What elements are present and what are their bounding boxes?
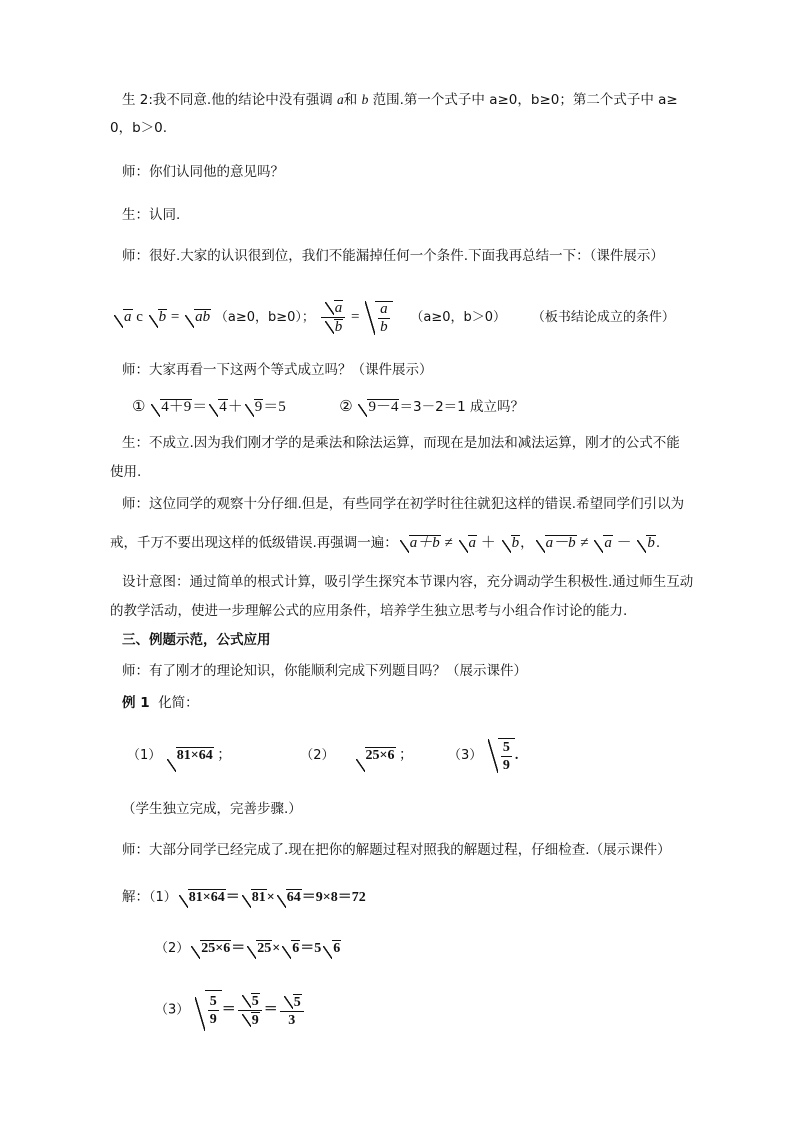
teacher-summary: 师：很好.大家的认识很到位，我们不能漏掉任何一个条件.下面我再总结一下：（课件展示） [122, 248, 664, 264]
design-intent-line2: 的教学活动，使进一步理解公式的应用条件，培养学生独立思考与小组合作讨论的能力. [110, 603, 628, 619]
teacher-remark-line1: 师：这位同学的观察十分仔细.但是，有些同学在初学时往往就犯这样的错误.希望同学们引以为 [122, 496, 685, 512]
student-reply-line2: 使用. [110, 464, 142, 480]
solution-3: （3） $\frac{5}{9}$ ＝ $\frac{5}{9}$ ＝ $\frac{5}{3}$ [155, 990, 306, 1031]
paragraph-student2-cont: 0，b＞0. [110, 120, 168, 136]
radical-fraction: $\frac{a}{b}$ [365, 301, 393, 335]
exercise-items: （1） 81×64 ； （2） 25×6 ； （3） $\frac{5}{9}$ . [127, 739, 519, 773]
teacher-remark-line2: 戒，千万不要出现这样的低级错误.再强调一遍： a＋b ≠ a ＋ b， a－b ≠ a － b. [110, 532, 660, 554]
student-reply-line1: 生：不成立.因为我们刚才学的是乘法和除法运算，而现在是加法和减法运算，刚才的公式不能 [122, 435, 680, 451]
radical: b [149, 305, 168, 329]
fraction: $\frac{a}{b}$ [321, 300, 346, 335]
student-answer: 生：认同. [122, 207, 181, 223]
formula-product-quotient: a c b = ab （a≥0，b≥0）； $\frac{a}{b}$ = $\frac{a}{b}$ （a≥0，b＞0） （板书结论成立的条件） [112, 300, 675, 335]
equality-check: ① 4＋9＝ 4＋ 9＝5 ② 9－4＝3－2＝1 成立吗？ [132, 396, 524, 418]
teacher-prompt: 师：大家再看一下这两个等式成立吗？（课件展示） [122, 362, 433, 378]
teacher-question: 师：你们认同他的意见吗？ [122, 164, 284, 180]
radical: ab [185, 305, 211, 329]
design-intent-line1: 设计意图：通过简单的根式计算，吸引学生探究本节课内容，充分调动学生积极性.通过师生互动 [122, 574, 694, 590]
teacher-check: 师：大部分同学已经完成了.现在把你的解题过程对照我的解题过程，仔细检查.（展示课件） [122, 842, 671, 858]
section-heading: 三、例题示范，公式应用 [122, 632, 271, 648]
solution-1: 解：（1） 81×64＝ 81× 64＝9×8＝72 [122, 886, 366, 909]
paragraph-student2: 生 2:我不同意.他的结论中没有强调 a和 b 范围.第一个式子中 a≥0，b≥0；第二个式子中 a≥ [122, 92, 678, 108]
student-instruction: （学生独立完成，完善步骤.） [122, 801, 302, 817]
solution-2: （2） 25×6＝ 25× 6＝5 6 [155, 938, 341, 960]
teacher-exercise-prompt: 师：有了刚才的理论知识，你能顺利完成下列题目吗？（展示课件） [122, 663, 527, 679]
radical: a [114, 305, 133, 329]
example-1-heading: 例 1 化简： [122, 695, 199, 711]
